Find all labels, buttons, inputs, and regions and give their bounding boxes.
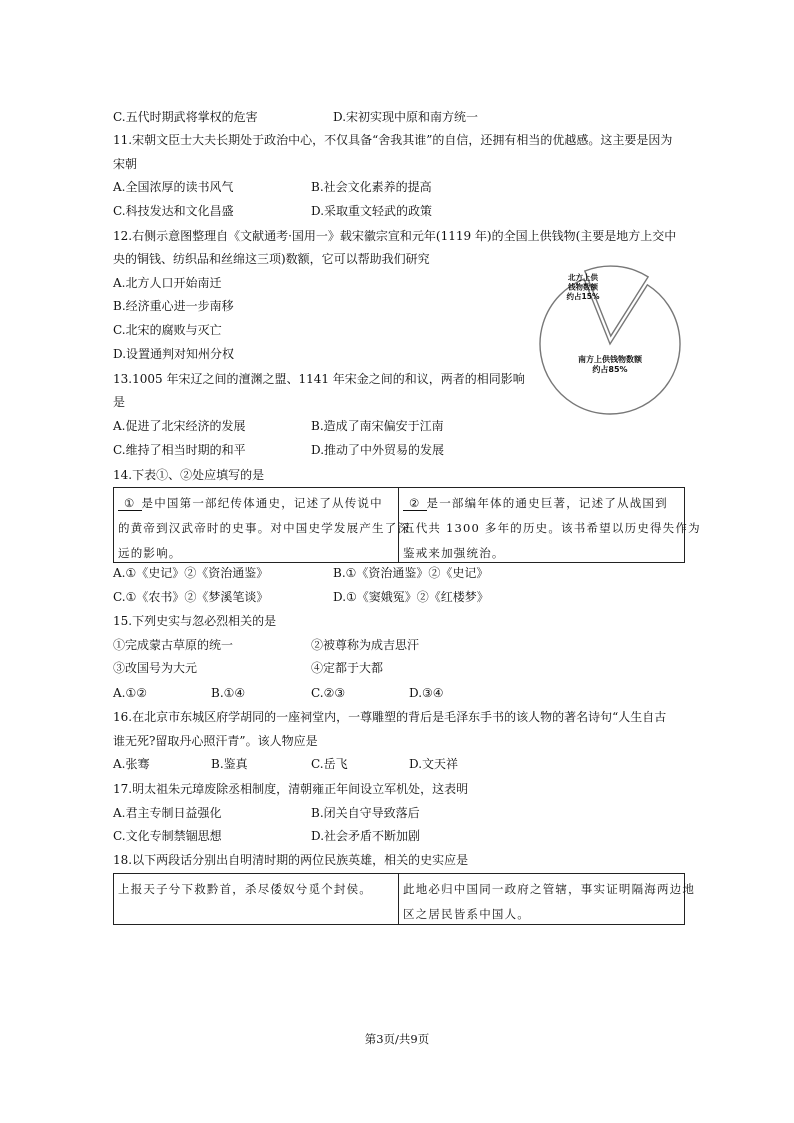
q15-stem: 15.下列史实与忽必烈相关的是 [113, 614, 277, 628]
q18-right-cell [399, 874, 696, 924]
q11-option-b: B.社会文化素养的提高 [311, 180, 432, 194]
q14-stem: 14.下表①、②处应填写的是 [113, 468, 265, 482]
q17-stem: 17.明太祖朱元璋废除丞相制度，清朝雍正年间设立军机处，这表明 [113, 782, 469, 796]
q10-option-d: D.宋初实现中原和南方统一 [333, 110, 479, 124]
q17-option-b: B.闭关自守导致落后 [311, 806, 420, 820]
q14-option-b: B.①《资治通鉴》②《史记》 [333, 566, 489, 580]
page-footer: 第3页/共9页 [364, 1032, 430, 1046]
q14-left-cell [114, 488, 411, 562]
q13-option-d: D.推动了中外贸易的发展 [311, 443, 445, 457]
q16-option-d: D.文天祥 [409, 757, 459, 771]
q15-option-b: B.①④ [211, 686, 246, 700]
q11-stem-cont: 宋朝 [113, 157, 138, 171]
q17-option-d: D.社会矛盾不断加剧 [311, 829, 421, 843]
q13-option-b: B.造成了南宋偏安于江南 [311, 419, 444, 433]
q14-blank-1: ① [118, 496, 142, 511]
q10-option-c: C.五代时期武将掌权的危害 [113, 110, 258, 124]
q16-stem-cont: 谁无死?留取丹心照汗青”。该人物应是 [113, 734, 318, 748]
q16-option-b: B.鉴真 [211, 757, 248, 771]
q18-left-text: 上报天子兮下救黔首，杀尽倭奴兮觅个封侯。 [118, 882, 372, 896]
q13-option-c: C.维持了相当时期的和平 [113, 443, 246, 457]
q12-option-d: D.设置通判对知州分权 [113, 347, 235, 361]
q16-option-a: A.张骞 [113, 757, 150, 771]
q18-stem: 18.以下两段话分别出自明清时期的两位民族英雄，相关的史实应是 [113, 853, 469, 867]
q14-table [113, 487, 701, 563]
pie-label-south: 南方上供钱物数额约占85% [578, 355, 642, 374]
q12-option-c: C.北宋的腐败与灭亡 [113, 323, 222, 337]
q16-option-c: C.岳飞 [311, 757, 348, 771]
q11-option-d: D.采取重文轻武的政策 [311, 204, 433, 218]
q12-stem: 12.右侧示意图整理自《文献通考·国用一》载宋徽宗宣和元年(1119 年)的全国上供钱物(主要是地方上交中 [113, 229, 677, 243]
q12-option-a: A.北方人口开始南迁 [113, 276, 222, 290]
pie-chart [530, 258, 690, 418]
q13-option-a: A.促进了北宋经济的发展 [113, 419, 246, 433]
q14-right-line-2: 五代共 1300 多年的历史。该书希望以历史得失作为 [403, 521, 701, 535]
q11-option-a: A.全国浓厚的读书风气 [113, 180, 234, 194]
q15-item-3: ③改国号为大元 [113, 661, 198, 675]
q14-right-line-3: 鉴戒来加强统治。 [403, 546, 505, 560]
q13-stem: 13.1005 年宋辽之间的澶渊之盟、1141 年宋金之间的和议，两者的相同影响 [113, 372, 525, 386]
q14-right-cell [399, 488, 701, 562]
q12-option-b: B.经济重心进一步南移 [113, 299, 234, 313]
q14-right-line-1: 是一部编年体的通史巨著，记述了从战国到 [426, 496, 668, 510]
q11-stem: 11.宋朝文臣士大夫长期处于政治中心，不仅具备“舍我其谁”的自信，还拥有相当的优越感。这主要是因为 [113, 133, 673, 147]
q18-right-line-1: 此地必归中国同一政府之管辖，事实证明隔海两边地 [403, 882, 696, 896]
q15-option-d: D.③④ [409, 686, 444, 700]
q15-option-a: A.①② [113, 686, 147, 700]
q18-right-line-2: 区之居民皆系中国人。 [403, 907, 530, 921]
q14-option-a: A.①《史记》②《资治通鉴》 [113, 566, 269, 580]
q18-table [113, 873, 696, 925]
q15-option-c: C.②③ [311, 686, 346, 700]
q16-stem: 16.在北京市东城区府学胡同的一座祠堂内，一尊雕塑的背后是毛泽东手书的该人物的著名诗句“人生自古 [113, 710, 667, 724]
q14-left-line-1: 是中国第一部纪传体通史，记述了从传说中 [141, 496, 383, 510]
q17-option-c: C.文化专制禁锢思想 [113, 829, 222, 843]
q15-item-4: ④定都于大都 [311, 661, 384, 675]
q14-left-line-2: 的黄帝到汉武帝时的史事。对中国史学发展产生了深 [118, 521, 411, 535]
q15-item-2: ②被尊称为成吉思汗 [311, 638, 420, 652]
q18-left-cell [114, 874, 398, 924]
q14-option-c: C.①《农书》②《梦溪笔谈》 [113, 590, 269, 604]
q11-option-c: C.科技发达和文化昌盛 [113, 204, 234, 218]
q12-stem-cont: 央的铜钱、纺织品和丝绵这三项)数额，它可以帮助我们研究 [113, 252, 430, 266]
q14-option-d: D.①《窦娥冤》②《红楼梦》 [333, 590, 489, 604]
q14-blank-2: ② [403, 496, 427, 511]
q15-item-1: ①完成蒙古草原的统一 [113, 638, 234, 652]
q17-option-a: A.君主专制日益强化 [113, 806, 222, 820]
pie-label-north: 北方上供钱物数额约占15% [566, 273, 600, 301]
q13-stem-cont: 是 [113, 395, 126, 409]
q14-left-line-3: 远的影响。 [118, 546, 182, 560]
